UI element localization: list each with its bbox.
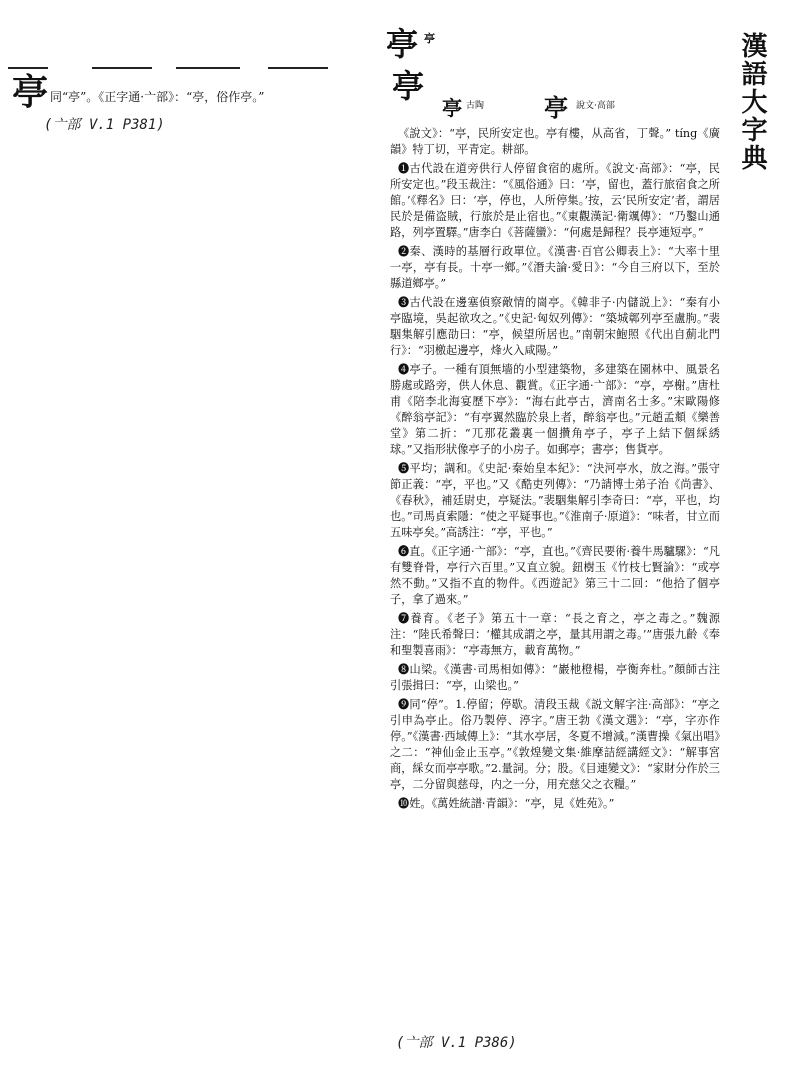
entry-sense: ❸古代設在邊塞偵察敵情的崗亭。《韓非子·内儲説上》：“秦有小亭臨境，吳起欲攻之。”《史記·匈奴列傳》：“築城鄣列亭至盧朐。”裴駰集解引應劭曰：“亭，候望所居也。”南朝宋鮑照《代出自薊北門行》：“羽檄起邊亭，烽火入咸陽。” <box>390 296 720 357</box>
header-rule <box>176 67 240 69</box>
entry-body <box>390 126 720 815</box>
header-rule <box>92 67 152 69</box>
previous-headword-superscript: 亭 <box>424 32 435 45</box>
header-rule <box>8 67 48 69</box>
entry-sense: ❽山梁。《漢書·司馬相如傳》：“巖杝橙楊，亭衡奔杜。”顏師古注引張揖曰：“亭，山梁也。” <box>390 663 720 692</box>
entry-headword: 亭 <box>392 67 425 105</box>
previous-headword: 亭 <box>386 25 419 63</box>
handwritten-reference: (亠部 V.1 P386) <box>396 1035 517 1051</box>
entry-sense: ❾同“停”。1.停留；停歇。清段玉裁《説文解字注·高部》：“亭之引申為亭止。俗乃製停、渟字。”唐王勃《漢文選》：“亭，字亦作停。”《漢書·西域傳上》：“其水亭居，冬夏不增減。”漢曹操《氣出唱》之二：“神仙金止玉亭。”《敦煌變文集·維摩詰經講經文》：“解事宮商，綵女而亭亭歌。”2.量詞。分；股。《目連變文》：“家財分作於三亭，二分留與慈母，内之一分，用充慈父之衣糧。” <box>390 698 720 791</box>
dictionary-title: 漢語大字典 <box>737 32 767 172</box>
header-rule <box>268 67 328 69</box>
seal-form-glyph: 亭 <box>544 93 568 122</box>
variant-definition: 同“亭”。《正字通·亠部》：“亭，俗作亭。” <box>50 90 265 104</box>
handwritten-reference: (亠部 V.1 P381) <box>44 117 165 133</box>
entry-sense: ❺平均；調和。《史記·秦始皇本紀》：“決河亭水，放之海。”張守節正義：“亭，平也。”又《酷吏列傳》：“乃請博士弟子治《尚書》、《春秋》，補廷尉史，亭疑法。”裴駰集解引李奇曰：“亭，平也，均也。”司馬貞索隱：“使之平疑事也。”《淮南子·原道》：“味者，甘立而五味亭矣。”高誘注：“亭，平也。” <box>390 462 720 539</box>
ancient-form-glyph: 亭 <box>442 96 462 120</box>
seal-form-label: 說文·高部 <box>576 101 615 111</box>
entry-sense: ❿姓。《萬姓統譜·青韻》：“亭，見《姓苑》。” <box>398 797 615 810</box>
entry-sense: ❻直。《正字通·亠部》：“亭，直也。”《齊民要術·養牛馬驢騾》：“凡有雙脊骨，亭行六百里。”又直立貌。鈕樹玉《竹枝七賢論》：“或亭然不動。”又指不直的物件。《西遊記》第三十二回：“他拾了個亭子，拿了過來。” <box>390 545 720 606</box>
variant-headword: 亭 <box>12 71 49 113</box>
entry-sense: ❹亭子。一種有頂無墻的小型建築物，多建築在園林中、風景名勝處或路旁，供人休息、觀賞。《正字通·亠部》：“亭，亭榭。”唐杜甫《陪李北海宴歷下亭》：“海右此亭古，濟南名士多。”宋歐陽修《醉翁亭記》：“有亭翼然臨於泉上者，醉翁亭也。”元趙孟頫《樂善堂》第二折：“兀那花叢裏一個攢角亭子，亭子上結下個綵綉球。”又指形狀像亭子的小房子。如郵亭；書亭；售貨亭。 <box>390 363 720 456</box>
entry-sense: ❼養育。《老子》第五十一章：“長之育之，亭之毒之。”魏源注：“陸氏希聲曰：‘權其成謂之亭，量其用謂之毒。’”唐張九齡《奉和聖製喜雨》：“亭毒無方，載育萬物。” <box>390 612 720 657</box>
entry-sense: ❶古代設在道旁供行人停留食宿的處所。《說文·高部》：“亭，民所安定也。”段玉裁注：“《風俗通》曰：‘亭，留也，蓋行旅宿食之所館。’《釋名》曰：‘亭，停也，人所停集。’按，云‘民所安定’者，謂居民於是備盗賊，行旅於是止宿也。”《東觀漢記·衛颯傳》：“乃鑿山通路，列亭置驛。”唐李白《菩薩蠻》：“何處是歸程？長亭連短亭。” <box>390 162 720 239</box>
entry-sense: ❷秦、漢時的基層行政單位。《漢書·百官公卿表上》：“大率十里一亭，亭有長。十亭一鄉。”《潛夫論·愛日》：“今自三府以下，至於縣道鄉亭。” <box>390 245 720 290</box>
entry-etymology: 《說文》：“亭，民所安定也。亭有樓，从高省，丁聲。” tíng《廣韻》特丁切，平青定。耕部。 <box>390 127 720 156</box>
ancient-form-label: 古陶 <box>466 101 485 111</box>
